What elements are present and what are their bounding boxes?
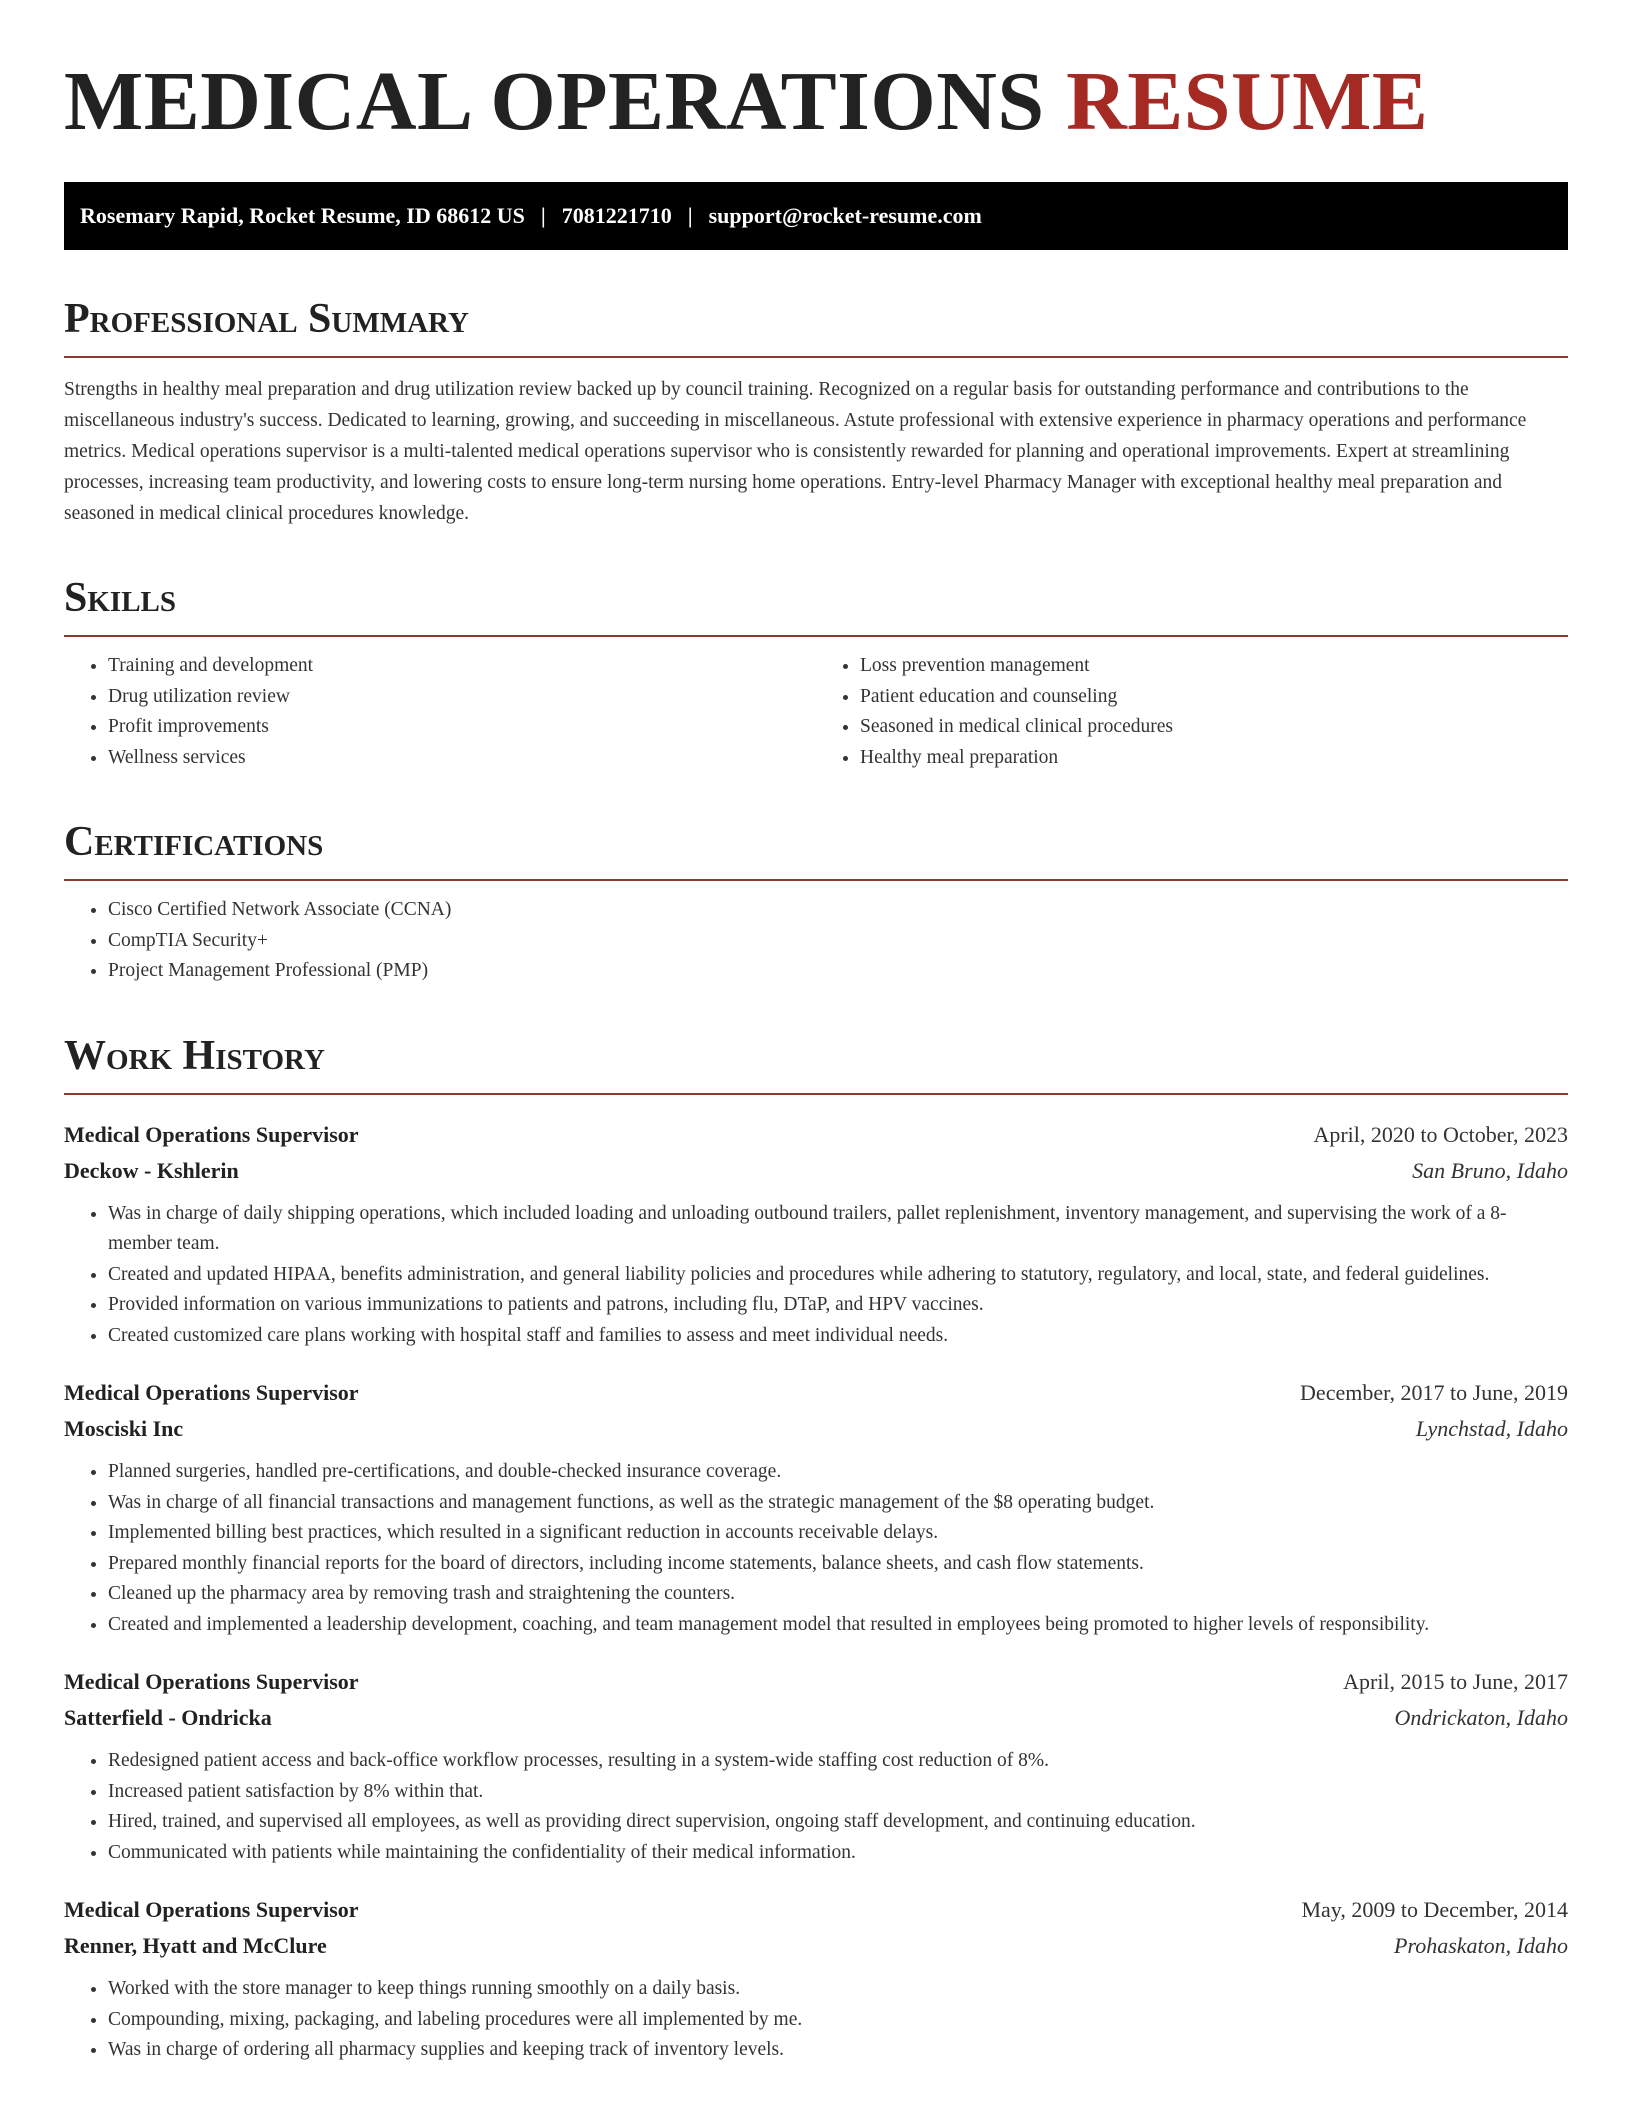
job-bullet: • Was in charge of daily shipping operations, which included loading and unloading outbound trailers, pallet replenishment, inventory management, and supervising the work of a 8-member team.	[108, 1199, 1568, 1260]
job-bullet: • Hired, trained, and supervised all employees, as well as providing direct supervision, ongoing staff development, and continuing education.	[108, 1807, 1568, 1838]
skill-item: • Wellness services	[108, 743, 816, 774]
job-title: Medical Operations Supervisor	[64, 1669, 359, 1694]
job-entry	[64, 1664, 1568, 1868]
skill-item: • Healthy meal preparation	[860, 743, 1568, 774]
contact-separator: |	[540, 203, 546, 228]
skills-column-right	[816, 651, 1568, 773]
certification-item: • CompTIA Security+	[108, 926, 1568, 957]
job-bullet: • Was in charge of all financial transactions and management functions, as well as the strategic management of the $8 operating budget.	[108, 1488, 1568, 1519]
job-bullet: • Redesigned patient access and back-office workflow processes, resulting in a system-wide staffing cost reduction of 8%.	[108, 1746, 1568, 1777]
job-bullet: • Prepared monthly financial reports for the board of directors, including income statements, balance sheets, and cash flow statements.	[108, 1549, 1568, 1580]
summary-text: Strengths in healthy meal preparation and drug utilization review backed up by council training. Recognized on a regular basis for outstanding performance and contributions to the miscellaneous industry's success. Dedicated to learning, growing, and succeeding in miscellaneous. Astute professional with extensive experience in pharmacy operations and performance metrics. Medical operations supervisor is a multi-talented medical operations supervisor who is consistently rewarded for planning and operational improvements. Expert at streamlining processes, increasing team productivity, and lowering costs to ensure long-term nursing home operations. Entry-level Pharmacy Manager with exceptional healthy meal preparation and seasoned in medical clinical procedures knowledge.	[64, 379, 1527, 524]
skill-item: • Loss prevention management	[860, 651, 1568, 682]
job-bullet: • Created customized care plans working with hospital staff and families to assess and meet individual needs.	[108, 1321, 1568, 1352]
contact-separator: |	[687, 203, 693, 228]
skills-heading: Skills	[64, 573, 1568, 637]
job-bullet: • Increased patient satisfaction by 8% within that.	[108, 1777, 1568, 1808]
job-dates: April, 2020 to October, 2023	[1313, 1121, 1568, 1147]
job-location: Prohaskaton, Idaho	[1394, 1933, 1568, 1958]
job-title: Medical Operations Supervisor	[64, 1121, 359, 1147]
job-bullet: • Created and implemented a leadership development, coaching, and team management model that resulted in employees being promoted to higher levels of responsibility.	[108, 1610, 1568, 1641]
job-location: San Bruno, Idaho	[1412, 1157, 1568, 1183]
certifications-heading: Certifications	[64, 817, 1568, 881]
job-dates: April, 2015 to June, 2017	[1343, 1669, 1568, 1694]
contact-phone: 7081221710	[561, 203, 672, 228]
job-bullet: • Worked with the store manager to keep things running smoothly on a daily basis.	[108, 1974, 1568, 2005]
job-bullet: • Communicated with patients while maintaining the confidentiality of their medical information.	[108, 1838, 1568, 1869]
job-bullet: • Was in charge of ordering all pharmacy supplies and keeping track of inventory levels.	[108, 2035, 1568, 2066]
work-history-heading: Work History	[64, 1031, 1568, 1095]
job-bullet: • Cleaned up the pharmacy area by removing trash and straightening the counters.	[108, 1579, 1568, 1610]
job-entry	[64, 1117, 1568, 1352]
job-title: Medical Operations Supervisor	[64, 1897, 359, 1922]
job-company: Mosciski Inc	[64, 1416, 184, 1441]
job-bullets	[64, 1974, 1568, 2066]
job-bullet: • Provided information on various immunizations to patients and patrons, including flu, DTaP, and HPV vaccines.	[108, 1290, 1568, 1321]
job-entry	[64, 1892, 1568, 2066]
contact-bar	[64, 182, 1568, 250]
skill-item: • Profit improvements	[108, 712, 816, 743]
work-history-list	[64, 1117, 1568, 2066]
skill-item: • Training and development	[108, 651, 816, 682]
job-bullets	[64, 1746, 1568, 1868]
job-dates: May, 2009 to December, 2014	[1301, 1897, 1568, 1922]
job-bullet: • Compounding, mixing, packaging, and labeling procedures were all implemented by me.	[108, 2005, 1568, 2036]
certification-item: • Project Management Professional (PMP)	[108, 956, 1568, 987]
skills-list	[64, 651, 1568, 773]
job-bullet: • Created and updated HIPAA, benefits administration, and general liability policies and procedures while adhering to statutory, regulatory, and local, state, and federal guidelines.	[108, 1260, 1568, 1291]
skill-item: • Drug utilization review	[108, 682, 816, 713]
certifications-list	[64, 895, 1568, 987]
skill-item: • Patient education and counseling	[860, 682, 1568, 713]
job-company: Deckow - Kshlerin	[64, 1157, 239, 1183]
skills-column-left	[64, 651, 816, 773]
contact-email: support@rocket-resume.com	[708, 203, 982, 228]
job-company: Satterfield - Ondricka	[64, 1705, 272, 1730]
contact-address: Rosemary Rapid, Rocket Resume, ID 68612 US	[80, 203, 525, 228]
job-location: Lynchstad, Idaho	[1415, 1416, 1568, 1441]
job-bullets	[64, 1199, 1568, 1352]
resume-title	[64, 52, 1568, 152]
job-company: Renner, Hyatt and McClure	[64, 1933, 327, 1958]
job-bullet: • Planned surgeries, handled pre-certifications, and double-checked insurance coverage.	[108, 1457, 1568, 1488]
job-entry	[64, 1375, 1568, 1640]
job-bullet: • Implemented billing best practices, which resulted in a significant reduction in accounts receivable delays.	[108, 1518, 1568, 1549]
job-title: Medical Operations Supervisor	[64, 1380, 359, 1405]
title-main: MEDICAL OPERATIONS	[64, 55, 1045, 148]
skill-item: • Seasoned in medical clinical procedures	[860, 712, 1568, 743]
title-accent: RESUME	[1066, 55, 1429, 148]
job-bullets	[64, 1457, 1568, 1640]
summary-heading: Professional Summary	[64, 294, 1568, 358]
job-dates: December, 2017 to June, 2019	[1300, 1380, 1568, 1405]
job-location: Ondrickaton, Idaho	[1394, 1705, 1568, 1730]
certification-item: • Cisco Certified Network Associate (CCNA)	[108, 895, 1568, 926]
